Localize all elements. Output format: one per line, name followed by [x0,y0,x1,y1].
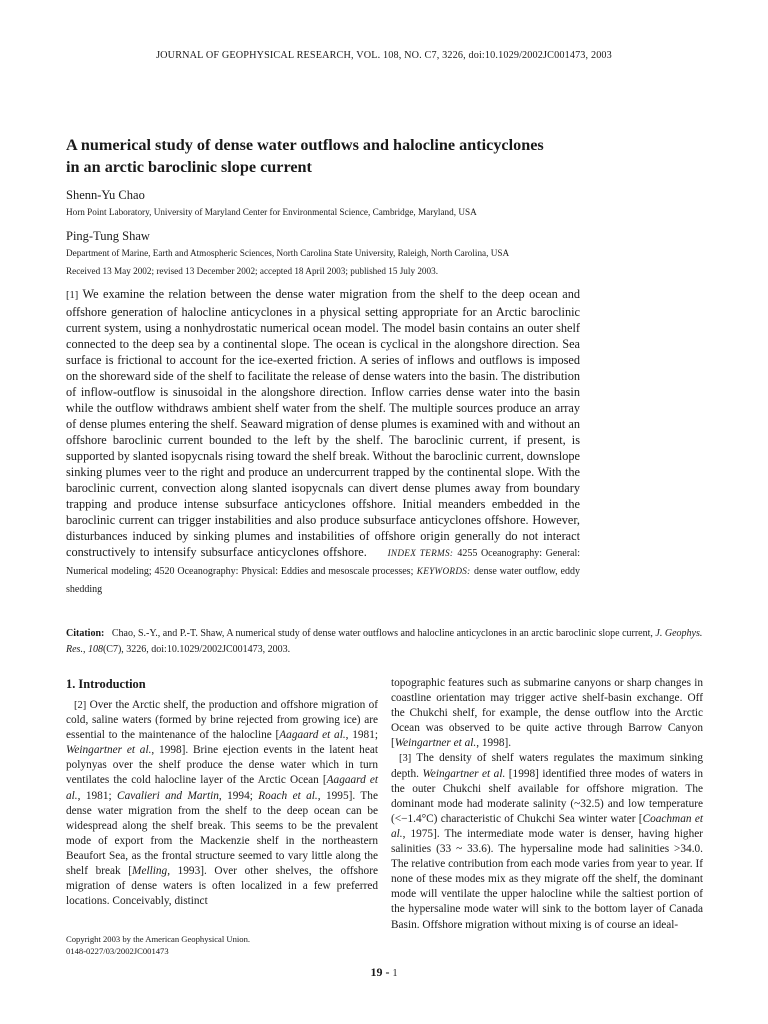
keywords: dense water outflow, eddy shedding [66,566,580,595]
index-terms-label: INDEX TERMS: [387,548,454,558]
section-heading-introduction: 1. Introduction [66,677,146,691]
abstract-para-number: [1] [66,290,79,301]
page-number-sub: 1 [392,968,398,979]
paper-title [66,134,706,178]
right-column [391,676,703,933]
author-name-2: Ping-Tung Shaw [66,229,150,243]
paragraph-2-text: Over the Arctic shelf, the production and offshore migration of cold, saline waters (formed by brine rejected from growing ice) are essential to the maintenance of the halocline [Aagaard et al., 1981; Weingartner et al., 1998]. Brine ejection events in the latent heat polynyas over the shelf produce the dense water which in turn ventilates the cold halocline layer of the Arctic Ocean [Aagaard et al., 1981; Cavalieri and Martin, 1994; Roach et al., 1995]. The dense water migration from the shelf to the deep ocean can be widespread along the shelf break. This seems to be the prevalent mode of export from the Mackenzie shelf in the northeastern Beaufort Sea, as the frontal structure seemed to vary little along the shelf break [Melling, 1993]. Over other shelves, the offshore migration of dense waters is often localized in a few preferred locations. Conceivably, distinct [66,699,378,908]
paragraph-2 [66,698,378,909]
para-number-3: [3] [399,753,412,765]
paragraph-3-text: The density of shelf waters regulates the maximum sinking depth. Weingartner et al. [1998] identified three modes of waters in the outer Chukchi shelf available for offshore migration. The dominant mode had moderate salinity (~32.5) and low temperature (<−1.4°C) characteristic of Chukchi Sea winter water [Coachman et al., 1975]. The intermediate mode water is denser, having higher salinities (33 ~ 33.6). The hypersaline mode had salinities >34.0. The relative contribution from each mode varies from year to year. If none of these modes mix as they migrate off the shelf, the dominant mode will ventilate the upper halocline while the saltiest portion of the hypersaline mode water will sink to the bottom layer of Canada Basin. Offshore migration without mixing is of course an ideal- [391,752,703,931]
citation-volume: 108 [87,644,103,655]
left-column [66,676,378,909]
citation-authors: Chao, S.-Y., and P.-T. Shaw, A numerical study of dense water outflows and halocline anticyclones in an arctic baroclinic slope current, [111,628,653,639]
page-number [0,965,768,980]
citation-rest: (C7), 3226, doi:10.1029/2002JC001473, 2003. [102,644,291,655]
index-terms: 4255 Oceanography: General: Numerical modeling; 4520 Oceanography: Physical: Eddies and mesoscale processes; [66,548,581,577]
author-affiliation-2: Department of Marine, Earth and Atmospheric Sciences, North Carolina State University, Raleigh, North Carolina, USA [66,248,510,258]
author-affiliation-1: Horn Point Laboratory, University of Maryland Center for Environmental Science, Cambridge, Maryland, USA [66,207,477,217]
citation: Citation: Chao, S.-Y., and P.-T. Shaw, A numerical study of dense water outflows and halocline anticyclones in an arctic baroclinic slope current, J. Geophys. Res., 108(C7), 3226, doi:10.1029/2002JC001473, 2003. [66,628,703,655]
paragraph-2-continued [391,676,703,751]
received-dates: Received 13 May 2002; revised 13 December 2002; accepted 18 April 2003; published 15 July 2003. [66,266,439,276]
abstract [66,286,580,598]
paragraph-2-continued-text: topographic features such as submarine canyons or sharp changes in coastline orientation may trigger active shelf-basin exchange. Off the Chukchi shelf, for example, the dense outflow into the Arctic Ocean was observed to be quite active through Barrow Canyon [Weingartner et al., 1998]. [391,677,703,750]
author-name-1: Shenn-Yu Chao [66,188,145,202]
copyright-line-2: 0148-0227/03/2002JC001473 [66,946,169,956]
title-line-1: A numerical study of dense water outflows and halocline anticyclones [66,136,544,154]
citation-journal: J. Geophys. Res. [66,628,703,655]
copyright-notice [66,933,250,957]
copyright-line-1: Copyright 2003 by the American Geophysical Union. [66,934,251,944]
title-line-2: in an arctic baroclinic slope current [66,158,312,176]
paragraph-3 [391,751,703,932]
keywords-label: KEYWORDS: [416,566,471,576]
para-number-2: [2] [74,700,87,711]
page-number-main: 19 - [370,965,390,979]
journal-header: JOURNAL OF GEOPHYSICAL RESEARCH, VOL. 108, NO. C7, 3226, doi:10.1029/2002JC001473, 2003 [156,50,612,61]
citation-label: Citation: [66,628,105,639]
abstract-text: We examine the relation between the dense water migration from the shelf to the deep ocean and offshore generation of halocline anticyclones in a physical setting appropriate for an Arctic baroclinic current system, using a nonhydrostatic numerical ocean model. The model basin contains an outer shelf connected to the deep sea by a continental slope. The ocean is cyclical in the alongshore direction. Sea surface is frictional to account for the ice-exerted friction. A series of inflows and outflows is imposed on the shoreward side of the shelf to facilitate the release of dense waters into the basin. The distribution of inflow-outflow is sinusoidal in the alongshore direction. Inflow carries dense water into the basin while the outflow withdraws ambient shelf water from the shelf. The multiple sources produce an array of dense plumes entering the shelf. Seaward migration of dense plumes is examined with and without an offshore baroclinic current bounded to the left by the shelf. The baroclinic current, if present, is supported by slanted isopycnals rising toward the shelf break. Without the baroclinic current, downslope sinking plumes veer to the right and produce an undercurrent trapped by the continental slope. With the baroclinic current, convection along slanted isopycnals can divert dense plumes away from boundary trapping and produce intense subsurface anticyclones offshore. Initial meanders embedded in the baroclinic current can trigger instabilities and also produce subsurface anticyclones offshore. However, disturbances induced by sinking plumes and instabilities of offshore origin generally do not interact constructively to intensify subsurface anticyclones offshore. [66,287,580,559]
